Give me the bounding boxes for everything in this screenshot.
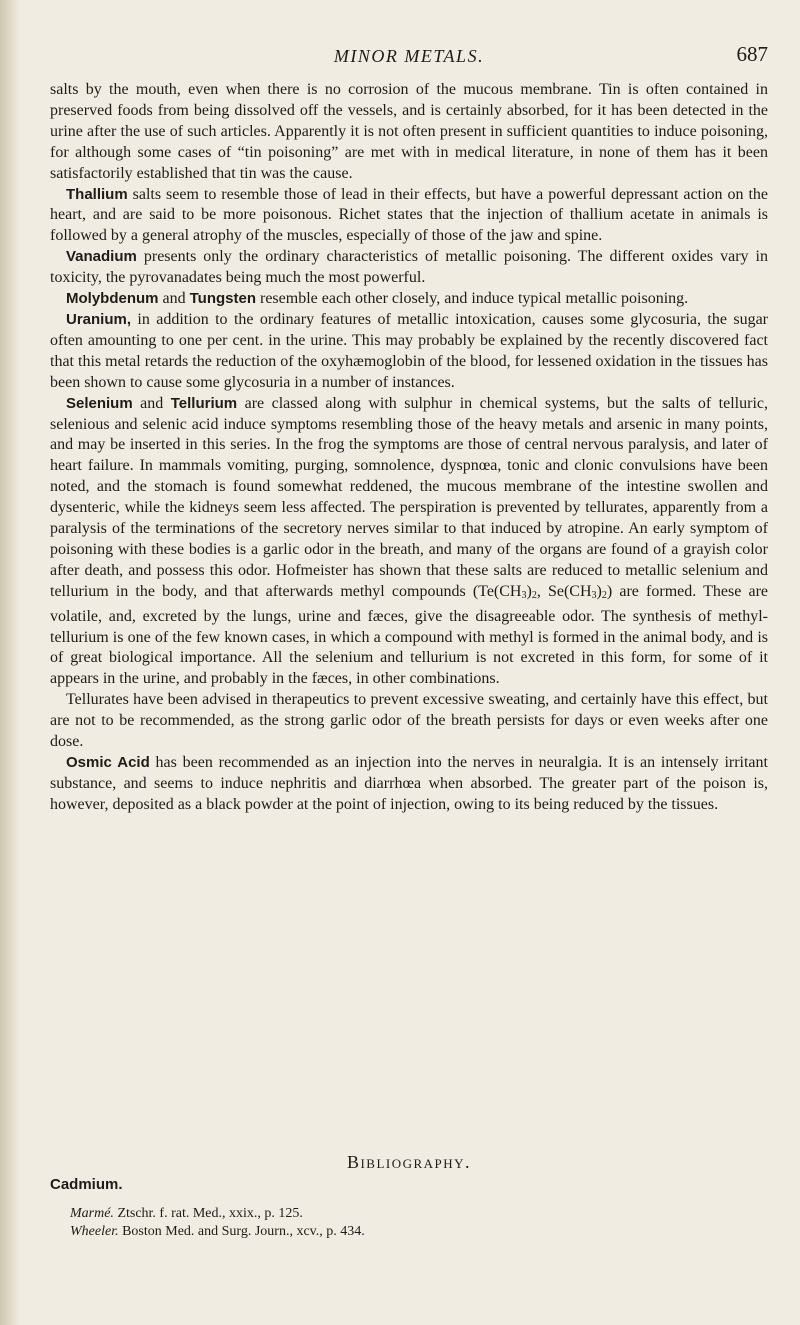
body-text [50, 80, 768, 816]
paragraph-uranium: Uranium, in addition to the ordinary features of metallic intoxication, causes some glycosuria, the sugar often amounting to one per cent. in the urine. This may probably be explained by the recently discovered fact that this metal retards the reduction of the oxyhæmoglobin of the blood, for lessened oxidation in the tissues has been shown to cause some glycosuria in a number of instances. [50, 310, 768, 391]
page-number: 687 [736, 42, 768, 66]
term-thallium: Thallium [66, 185, 128, 203]
book-page [50, 0, 768, 1325]
paragraph-molybdenum-tungsten: Molybdenum and Tungsten resemble each other closely, and induce typical metallic poisoning. [66, 290, 689, 308]
paragraph-thallium: Thallium salts seem to resemble those of lead in their effects, but have a powerful depressant action on the heart, and are said to be more poisonous. Richet states that the injection of thallium acetate in animals is followed by a general atrophy of the muscles, especially of those of the jaw and spine. [50, 185, 768, 245]
bibliography-heading: Bibliography. [346, 1152, 472, 1172]
term-osmic-acid: Osmic Acid [66, 754, 150, 771]
paragraph-selenium-tellurium: Selenium and Tellurium are classed along with sulphur in chemical systems, but the salts of telluric, selenious and selenic acid induce symptoms resembling those of the heavy metals and arsenic in many points, and may be inserted in this series. In the frog the symptoms are those of central nervous paralysis, and later of heart failure. In mammals vomiting, purging, somnolence, dyspnœa, tonic and clonic convulsions have been noted, and the stomach is found somewhat reddened, the mucous membrane of the intestine swollen and dysenteric, while the kidneys seem less affected. The perspiration is prevented by tellurates, apparently from a paralysis of the terminations of the secretory nerves similar to that induced by atropine. An early symptom of poisoning with these bodies is a garlic odor in the breath, and many of the organs are found of a grayish color after death, and possess this odor. Hofmeister has shown that these salts are reduced to metallic selenium and tellurium in the body, and that afterwards methyl compounds ($Te(CH_3)_2$, $Se(CH_3)_2$) are formed. These are volatile, and, excreted by the lungs, urine and fæces, give the disagreeable odor. The synthesis of methyl-tellurium is one of the few known cases, in which a compound with methyl is formed in the animal body, and is of great biological importance. All the selenium and tellurium is not excreted in this form, for some of it appears in the urine, and probably in the fæces, in other combinations. [50, 394, 768, 688]
term-tungsten: Tungsten [189, 290, 256, 308]
paragraph-vanadium: Vanadium presents only the ordinary characteristics of metallic poisoning. The different oxides vary in toxicity, the pyrovanadates being much the most powerful. [50, 248, 768, 287]
paragraph-osmic-acid: Osmic Acid has been recommended as an injection into the nerves in neuralgia. It is an intensely irritant substance, and seems to induce nephritis and diarrhœa when absorbed. The greater part of the poison is, however, deposited as a black powder at the point of injection, owing to its being reduced by the tissues. [50, 754, 768, 813]
book-spine-shadow [0, 0, 20, 1325]
running-title: MINOR METALS. [333, 46, 485, 66]
bibliography-reference: Wheeler. Boston Med. and Surg. Journ., xcv., p. 434. [70, 1224, 365, 1239]
paragraph-tin-continued: salts by the mouth, even when there is no corrosion of the mucous membrane. Tin is often contained in preserved foods from being dissolved off the vessels, and is certainly absorbed, for it has been detected in the urine after the use of such articles. Apparently it is not often present in sufficient quantities to induce poisoning, for although some cases of “tin poisoning” are met with in medical literature, in none of them has it been satisfactorily established that tin was the cause. [50, 81, 768, 182]
term-vanadium: Vanadium [66, 248, 137, 266]
term-molybdenum: Molybdenum [66, 290, 159, 308]
bibliography-topic-cadmium: Cadmium. [50, 1176, 123, 1193]
term-uranium: Uranium, [66, 310, 132, 328]
term-tellurium: Tellurium [170, 394, 238, 412]
bibliography-reference: Marmé. Ztschr. f. rat. Med., xxix., p. 125. [70, 1206, 303, 1221]
paragraph-tellurates: Tellurates have been advised in therapeutics to prevent excessive sweating, and certainly have this effect, but are not to be recommended, as the strong garlic odor of the breath persists for days or even weeks after one dose. [50, 691, 768, 751]
term-selenium: Selenium [66, 394, 133, 412]
page-header [50, 40, 768, 72]
